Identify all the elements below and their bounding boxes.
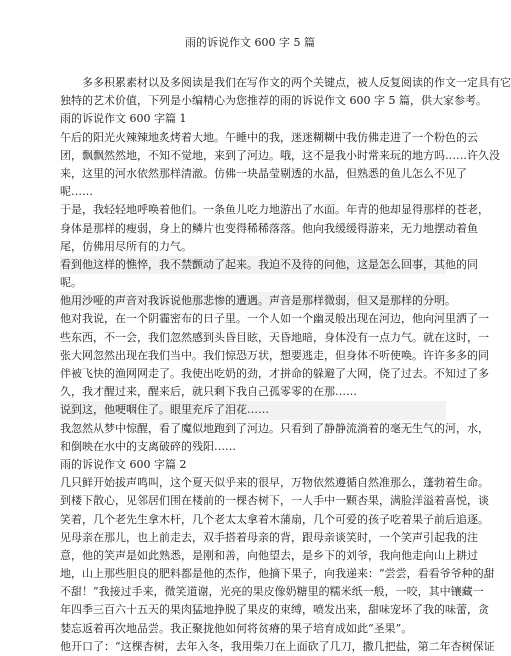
text-line: 些东西，不一会，我们忽然感到头昏目眩，天昏地暗，身体没有一点力气。就在这时，一 (60, 330, 489, 344)
text-line: 多多积累素材以及多阅读是我们在写作文的两个关键点，被人反复阅读的作文一定具有它 (82, 76, 511, 89)
text-line: 久，我才醒过来，醒来后，就只剩下我自己孤零零的在那…… (60, 385, 357, 399)
text-line: 雨的诉说作文 600 字篇 1 (60, 112, 187, 126)
text-line: 我忽然从梦中惊醒，看了魔似地跑到了河边。只看到了静静流淌着的毫无生气的河，水， (60, 421, 489, 435)
text-line: 地，山上那些胆良的肥料都是他的杰作，他摘下果子，向我递来：“尝尝，看看爷爷种的甜 (60, 567, 495, 581)
text-line: 他开口了：“这棵杏树，去年入冬，我用柴刀在上面砍了几刀，撒几把盐，第二年杏树保证 (60, 639, 495, 653)
document-title: 雨的诉说作文 600 字 5 篇 (185, 36, 315, 49)
text-line: 到楼下散心，见邻居们围在楼前的一棵杏树下，一人手中一颗杏果，满脸洋溢着喜悦，谈 (60, 494, 489, 508)
text-line: 张大网忽然出现在我们当中。我们惊恐万状，想要逃走，但身体不听使唤。许许多多的同 (60, 348, 489, 362)
text-line: 和倒映在水中的支离破碎的残阳…… (60, 439, 236, 453)
text-line: 见母亲在那儿，也上前走去，双手搭着母亲的背，跟母亲谈笑时，一个笑声引起我的注 (60, 530, 478, 544)
text-line: 看到他这样的憔悴，我不禁颤动了起来。我迫不及待的问他，这是怎么回事，其他的同 (60, 256, 446, 274)
document-body (60, 74, 511, 656)
text-line: 年四季三百六十五天的果肉猛地挣脱了果皮的束缚，喷发出来，甜味宠坏了我的味蕾，贪 (60, 603, 489, 617)
text-line: 来，这里的河水依然那样清澈。仿佛一块晶莹剔透的水晶，但熟悉的鱼儿怎么不见了 (60, 166, 467, 180)
text-line: 婪忘返着再次地品尝。我正聚拢他如何将贫瘠的果子培育成如此“圣果”。 (60, 621, 413, 635)
text-line: 尾，仿佛用尽所有的力气。 (60, 239, 192, 253)
text-line: 身体是那样的瘦弱，身上的鳞片也变得稀稀落落。他向我缓缓得游来，无力地摆动着鱼 (60, 221, 478, 235)
text-line: 雨的诉说作文 600 字篇 2 (60, 457, 187, 471)
text-line: 伴被飞快的渔网网走了。我使出吃奶的劲，才拼命的躲避了大网，侥了过去。不知过了多 (60, 367, 489, 380)
text-line: 笑着，几个老先生拿木杆，几个老太太拿着木蒲扇，几个可爱的孩子吃着果子前后追逐。 (60, 512, 489, 526)
text-line: 呢…… (60, 185, 93, 199)
text-line: 团，飘飘然然地，不知不觉地，来到了河边。哦，这不是我小时常来玩的地方吗……许久没 (60, 148, 500, 162)
text-line: 他用沙哑的声音对我诉说他那悲惨的遭遇。声音是那样微弱，但又是那样的分明。 (60, 292, 446, 310)
text-line: 午后的阳光火辣辣地炙烤着大地。午睡中的我，迷迷糊糊中我仿佛走进了一个粉色的云 (60, 130, 478, 144)
text-line: 不甜！”我接过手来，微笑道谢，光亮的果皮像奶糖里的糯米纸一般，一咬，其中镶藏一 (60, 585, 484, 599)
text-line: 他对我说，在一个阴霾密布的日子里。一个人如一个幽灵般出现在河边，他向河里洒了一 (60, 312, 489, 326)
text-line: 意，他的笑声是如此熟悉，是刚和善，向他望去，是乡下的刘爷，我向他走向山上耕过 (60, 548, 478, 562)
text-line: 几只鲜开始拔声鸣叫，这个夏天似乎来的很早，万物依然遵循自然准那么，蓬勃着生命。 (60, 476, 489, 490)
text-line: 呢。 (60, 276, 82, 290)
text-line: 于是，我轻轻地呼唤着他们。一条鱼儿吃力地游出了水面。年青的他却显得那样的苍老， (60, 203, 489, 217)
text-line: 说到这，他哽咽住了。眼里充斥了泪花…… (60, 401, 446, 419)
text-line: 独特的艺术价值，下列是小编精心为您推荐的雨的诉说作文 600 字 5 篇，供大家参考。 (60, 94, 487, 108)
